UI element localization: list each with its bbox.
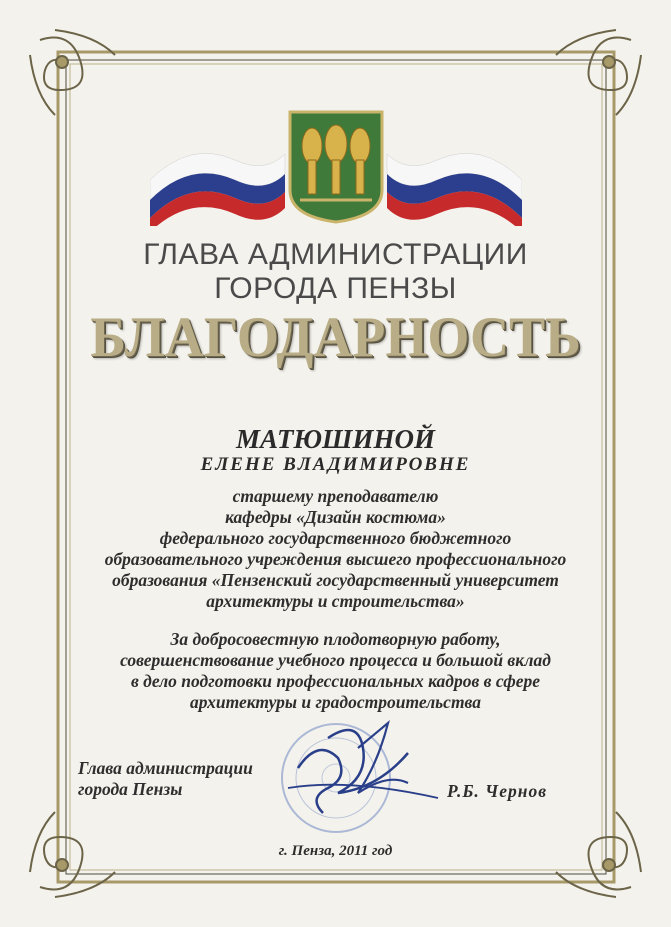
merit-text [0,629,671,713]
signatory-title-line-1: Глава администрации [78,758,253,778]
recipient-surname: МАТЮШИНОЙ [236,424,435,454]
position-line: образовательного учреждения высшего профессионального [104,549,567,569]
document-title: БЛАГОДАРНОСТЬ [90,305,581,369]
merit-line: совершенствование учебного процесса и большой вклад [120,650,551,670]
place-and-year: г. Пенза, 2011 год [278,843,393,859]
header-line-1: ГЛАВА АДМИНИСТРАЦИИ [143,238,528,271]
position-line: архитектуры и строительства» [206,591,465,611]
merit-line: За добросовестную плодотворную работу, [170,629,501,649]
signature-stroke [298,750,341,813]
merit-line: архитектуры и градостроительства [189,692,482,712]
position-line: старшему преподавателю [232,486,439,506]
recipient-position [0,486,671,612]
position-line: кафедры «Дизайн костюма» [225,507,446,527]
signatory-title [78,758,253,800]
merit-line: в дело подготовки профессиональных кадров в сфере [130,671,541,691]
russian-flag-ribbon-right [387,153,522,226]
signatory-name: Р.Б. Чернов [447,781,548,801]
header-line-2: ГОРОДА ПЕНЗЫ [214,272,457,305]
russian-flag-ribbon-left [150,153,285,226]
official-stamp-icon [268,718,443,838]
coat-of-arms-icon [150,108,522,226]
recipient-given-names: ЕЛЕНЕ ВЛАДИМИРОВНЕ [200,454,471,475]
position-line: образования «Пензенский государственный университет [112,570,559,590]
corner-ornament-top-right [556,30,641,115]
signatory-title-line-2: города Пензы [78,779,183,799]
position-line: федерального государственного бюджетного [159,528,512,548]
corner-ornament-top-left [30,30,115,115]
